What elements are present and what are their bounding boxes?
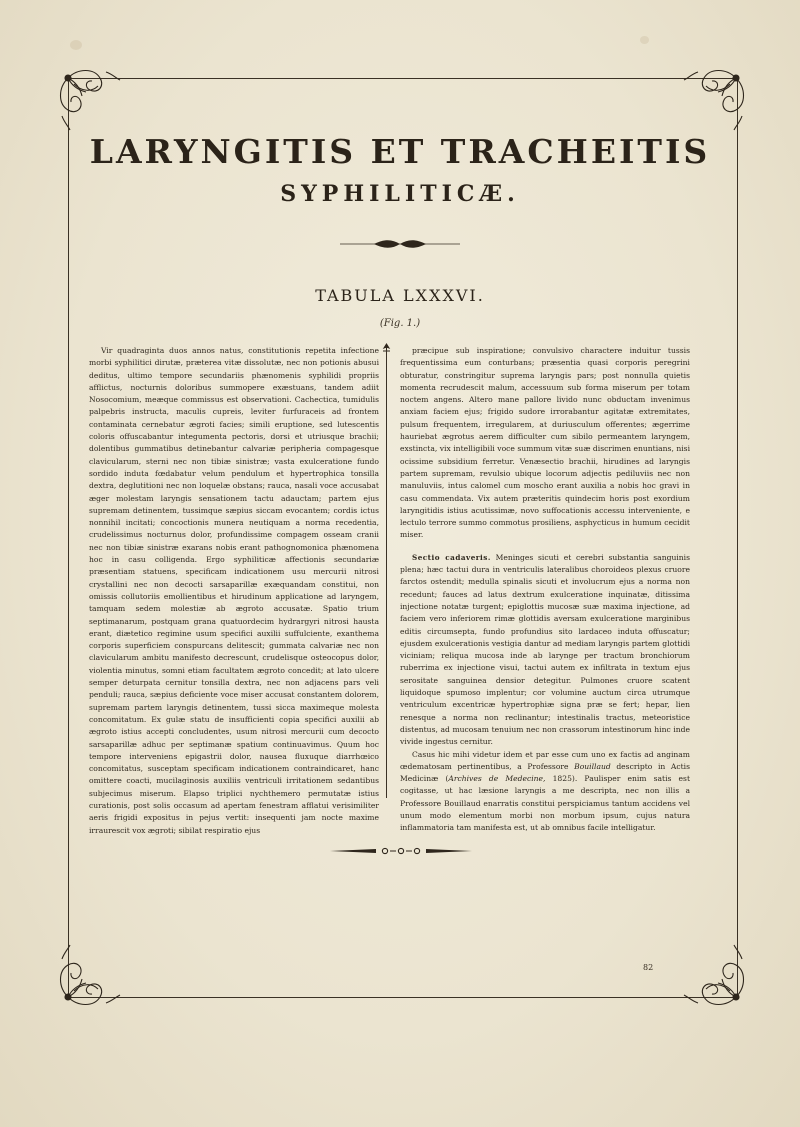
body-paragraph: præcipue sub inspiratione; convulsivo charactere induitur tussis frequentissima eum conturbans; præsentia quasi corporis peregrini obturatur, constringitur suprema laryngis pars; post nonnulla quietis momenta recrudescit malum, accessuum sub forma miserum per totam noctem angens. Altero mane pallore livido nunc obductam invenimus anxiam faciem ejus; frigido sudore irrorabantur agitatæ extremitates, pulsum frequentem, irregularem, at duriusculum offerentes; ægerrime hauriebat ægrotus aerem difficulter cum sibilo permeantem laryngem, exstincta, vix intelligibili voce summum vitæ suæ discrimen enuntians, nisi ocissime subsidium ferretur. Venæsectio brachii, hirudines ad laryngis partem supremam, revulsio ubique locorum adjectis pediluviis nec non manuluviis, intus calomel cum moscho erant auxilia a nobis hoc gravi in casu commendata. Vix autem præteritis quindecim horis post exordium laryngitidis istius acutissimæ, novo suffocationis accessu interveniente, e lectulo terrore summo commotus prosiliens, asphycticus in humum cecidit miser. — [400, 346, 690, 540]
text-run: 1825). Paulisper enim satis est cogitasse, ut hac læsione laryngis a me descripta, nec non illis a Professore Bouillaud enarratis constitui perspiciamus tantum accidens vel unum modo elementum morbi non morbum ipsum, cujus natura inflammatoria tam manifesta est, ut ab omnibus facile intelligatur. — [400, 774, 690, 833]
corner-ornament-icon — [52, 943, 122, 1013]
right-text-column — [400, 345, 690, 835]
section-heading: Sectio cadaveris. — [412, 552, 491, 562]
page-subtitle: SYPHILITICÆ. — [280, 181, 520, 207]
corner-ornament-icon — [682, 943, 752, 1013]
corner-ornament-icon — [682, 62, 752, 132]
page-number: 82 — [643, 963, 654, 972]
title-rule-ornament-icon — [340, 236, 460, 252]
left-text-column — [89, 345, 379, 837]
text-run: Casus hic mihi videtur idem et par esse cum uno ex factis ad anginam œdematosam pertinentibus, a Professore — [400, 749, 690, 771]
journal-title: Archives de Medecine, — [448, 774, 546, 784]
closing-rule-ornament-icon — [328, 845, 474, 857]
body-paragraph — [400, 552, 690, 749]
page-title: LARYNGITIS ET TRACHEITIS — [89, 132, 711, 171]
corner-ornament-icon — [52, 62, 122, 132]
plate-heading: TABULA LXXXVI. — [315, 286, 485, 305]
author-name: Bouillaud — [574, 761, 611, 771]
paper-stain — [640, 36, 649, 44]
figure-reference: (Fig. 1.) — [379, 318, 421, 329]
paper-stain — [70, 40, 82, 50]
column-divider — [386, 350, 387, 798]
body-paragraph: Vir quadraginta duos annos natus, constitutionis repetita infectione morbi syphilitici dirutæ, præterea vitæ dissolutæ, nec non potionis abusui deditus, ultimo tempore secundariis phænomenis syphilidi propriis afflictus, nocturnis doloribus summopere exæstuans, tandem adiit Nosocomium, meæque commissus est observationi. Cachectica, tumidulis palpebris instructa, maculis cupreis, leviter furfuraceis ad frontem contaminata cernebatur ægroti facies; simili eruptione, sed lutescentis coloris offuscabantur integumenta pectoris, dorsi et utriusque brachii; dolentibus gummatibus detinebantur calvariæ peripheria compagesque clavicularum, sterni nec non tibiæ sinistræ; vasta exulceratione fundo sordido induta fœdabatur velum pendulum et hypertrophica tonsilla dextra, deglutitioni nec non loquelæ obstans; rauca, nasali voce accusabat æger molestam laryngis sensationem tactu adauctam; partem ejus supremam detinentem, tussimque sæpius siccam evocantem; cordis ictus nonnihil incitati; concoctionis munera neutiquam a norma recedentia, crudelissimus nocturnus dolor, profundissime compagem osseam cranii nec non tibiæ sinistræ exarans nobis erant pathognomonica phænomena hoc in casu colligenda. Ergo syphiliticæ affectionis secundariæ præsentiam statuens, specificam indicationem usu mercurii nitrosi crystallini nec non decocti sarsaparillæ exæquandam constitui, non omissis collutoriis emollientibus et hirudinum applicatione ad laryngem, tamquam sedem molestiæ ab ægroto accusatæ. Spatio trium septimanarum, postquam grana quatuordecim hydrargyri nitrosi hausta erant, diætetico regimine usum specifici auxilii suffulciente, exanthema corporis superficiem conspurcans delitescit; gummata calvariæ nec non clavicularum ambitu manifesto decrescunt, crudelisque osteocopus dolor, violentia minutus, somni etiam facultatem ægroto concedit; at lato ulcere semper deturpata cernitur tonsilla dextra, nec non adjacens pars veli penduli; rauca, sæpius deficiente voce miser accusat constantem dolorem, supremam partem laryngis detinentem, tussi sicca maximeque molesta concomitatum. Ex gulæ statu de insufficienti copia specifici auxilii ab ægroto istius accepti concludentes, usum nitrosi mercurii cum decocto sarsaparillæ adhuc per septimanæ spatium continuavimus. Quum hoc tempore interveniens epigastrii dolor, nausea fluxuque diarrhœico concomitatus, susceptam specificam indicationem contraindicaret, hanc omittere coacti, mucilaginosis auxiliis ventriculi irritationem sedantibus subjecimus miserum. Elapso triplici nychthemero permutatæ istius curationis, post solis occasum ad apertam fenestram afflatui verisimiliter aeris frigidi expositus in pejus vertit: insequenti jam nocte maxime irraurescit vox ægroti; sibilat respiratio ejus — [89, 346, 379, 835]
text-run: descripto in Actis Medicinæ ( — [400, 761, 690, 784]
body-paragraph — [400, 749, 690, 835]
section-text: Meninges sicuti et cerebri substantia sanguinis plena; hæc tactui dura in ventriculis lateralibus choroideos plexus cruore farctos ostendit; medulla spinalis sicuti et involucrum ejus a norma non recedunt; fauces ad latus dextrum exulceratione inquinatæ, ditissima injectione notatæ turgent; epiglottis mucosæ suæ maxima injectione, ad faciem vero inferiorem rimæ glottidis aversam exulceratione marginibus editis circumsepta, fundo profundius sito lardaceo induta offuscatur; ejusdem exulcerationis vestigia dantur ad mediam laryngis partem glottidi viciniam; reliqua mucosa inde ab larynge per tractum bronchiorum ruberrima ex injectione visui, tactui autem ex infiltrata in textum ejus serositate sanguinea densior detegitur. Pulmones cruore scatent liquidoque spumoso implentur; cor volumine auctum circa utrumque ventriculum excentricæ hypertrophiæ signa præ se fert; hepar, lien renesque a norma non reclinantur; intestinalis tractus, meteoristice distentus, ad mucosam tenuium nec non crassorum intestinorum hinc inde vivide ingestus cernitur. — [400, 552, 690, 747]
